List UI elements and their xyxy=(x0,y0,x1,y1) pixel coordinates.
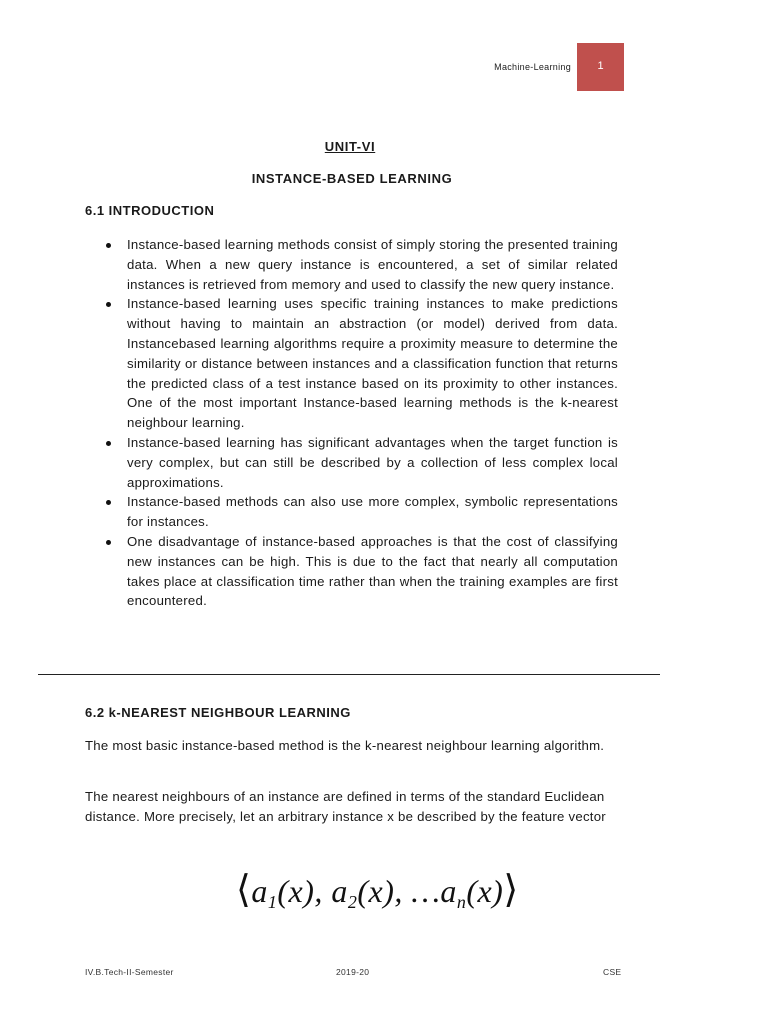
bullet-item xyxy=(105,492,618,532)
bullet-dot-icon xyxy=(106,500,111,505)
formula-subscript: 2 xyxy=(347,892,358,912)
formula-var: a xyxy=(331,873,348,909)
section-heading-introduction: 6.1 INTRODUCTION xyxy=(85,203,215,218)
knn-paragraph-2: The nearest neighbours of an instance are defined in terms of the standard Euclidean distance. More precisely, let an arbitrary instance x be described by the feature vector xyxy=(85,789,606,824)
footer-center: 2019-20 xyxy=(336,967,370,977)
bullet-dot-icon xyxy=(106,540,111,545)
formula-arg: (x) xyxy=(466,873,504,909)
formula-sep: , xyxy=(394,873,412,909)
page-number-box: 1 xyxy=(577,43,624,91)
bullet-text: One disadvantage of instance-based approaches is that the cost of classifying new instances can be high. This is due to the fact that nearly all computation takes place at classification time rather than when the training examples are first encountered. xyxy=(127,533,618,609)
introduction-bullet-list xyxy=(105,235,618,611)
bullet-item xyxy=(105,294,618,433)
section-heading-knn: 6.2 k-NEAREST NEIGHBOUR LEARNING xyxy=(85,705,351,720)
bullet-dot-icon xyxy=(106,243,111,248)
formula-subscript: n xyxy=(456,892,467,912)
formula-open-bracket: ⟨ xyxy=(236,869,252,911)
bullet-dot-icon xyxy=(106,302,111,307)
formula-sep: , xyxy=(314,873,332,909)
bullet-item xyxy=(105,235,618,294)
section-divider xyxy=(38,674,660,675)
footer-left: IV.B.Tech-II-Semester xyxy=(85,967,174,977)
unit-title: UNIT-VI xyxy=(324,139,376,154)
bullet-text: Instance-based methods can also use more complex, symbolic representations for instances. xyxy=(127,494,618,530)
bullet-item xyxy=(105,433,618,492)
bullet-item xyxy=(105,532,618,611)
footer-right: CSE xyxy=(603,967,622,977)
formula-ellipsis: … xyxy=(411,873,441,909)
formula-subscript: 1 xyxy=(267,892,278,912)
header-label: Machine-Learning xyxy=(494,62,571,72)
bullet-dot-icon xyxy=(106,441,111,446)
bullet-text: Instance-based learning methods consist of simply storing the presented training data. When a new query instance is encountered, a set of similar related instances is retrieved from memory and used to classify the new query instance. xyxy=(127,237,618,292)
formula-var: a xyxy=(251,873,268,909)
knn-paragraph-1: The most basic instance-based method is the k-nearest neighbour learning algorithm. xyxy=(85,738,605,753)
formula-close-bracket: ⟩ xyxy=(503,869,519,911)
formula-var: a xyxy=(440,873,457,909)
bullet-text: Instance-based learning uses specific training instances to make predictions without having to maintain an abstraction (or model) derived from data. Instancebased learning algorithms require a proximity measure to determine the similarity or distance between instances and a classification function that returns the predicted class of a test instance based on its proximity to other instances. One of the most important Instance-based learning methods is the k-nearest neighbour learning. xyxy=(127,296,618,431)
bullet-text: Instance-based learning has significant advantages when the target function is very complex, but can still be described by a collection of less complex local approximations. xyxy=(127,434,618,490)
formula-arg: (x) xyxy=(357,873,395,909)
document-title: INSTANCE-BASED LEARNING xyxy=(251,171,453,186)
formula-arg: (x) xyxy=(277,873,315,909)
feature-vector-formula xyxy=(236,867,519,913)
